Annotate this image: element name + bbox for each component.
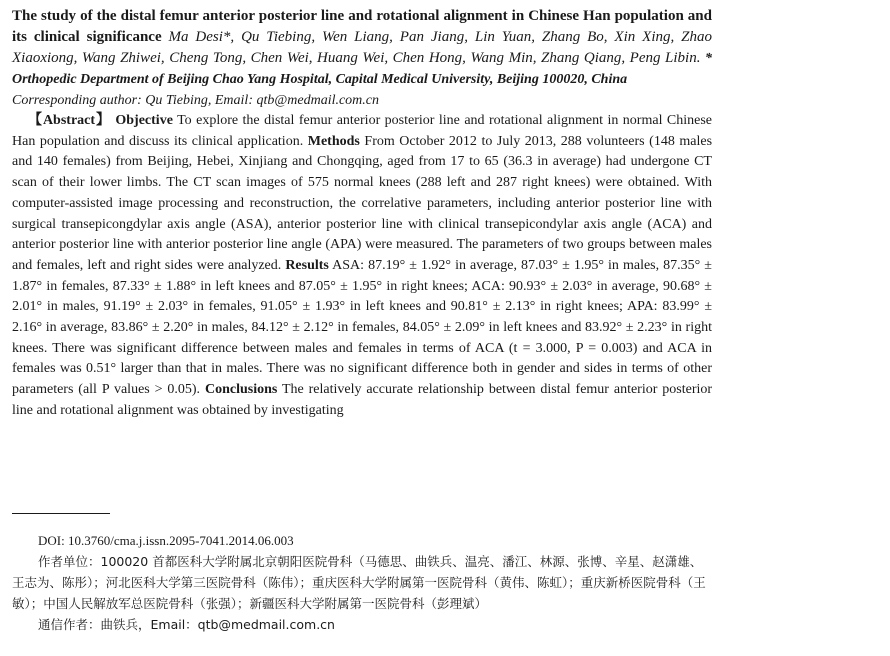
author-units: 作者单位：100020 首都医科大学附属北京朝阳医院骨科（马德思、曲铁兵、温亮、潘江、林源、张博、辛星、赵潇雄、王志为、陈彤）；河北医科大学第三医院骨科（陈伟）；重庆医科大学附属第一医院骨科（黄伟、陈虹）；重庆新桥医院骨科（王敏）；中国人民解放军总医院骨科（张强）；新疆医科大学附属第一医院骨科（彭理斌） [12,554,706,611]
corresponding-author: Corresponding author: Qu Tiebing, Email: qtb@medmail.com.cn [12,93,380,108]
methods-label: Methods [307,133,360,149]
conclusions-text: The relatively accurate relationship between distal femur anterior posterior line and rotational alignment was obtained by investigating [12,382,713,418]
affiliation: * Orthopedic Department of Beijing Chao Yang Hospital, Capital Medical University, Beijing 100020, China [12,51,712,87]
conclusions-label: Conclusions [204,382,278,398]
author-list: Ma Desi*, Qu Tiebing, Wen Liang, Pan Jiang, Lin Yuan, Zhang Bo, Xin Xing, Zhao Xiaoxiong, Wang Zhiwei, Cheng Tong, Chen Wei, Huang Wei, Chen Hong, Wang Min, Zhang Qiang, Peng Libin. [12,29,712,66]
abstract-body [12,111,712,422]
objective-label: Objective [115,113,173,128]
article-title: The study of the distal femur anterior posterior line and rotational alignment in Chinese Han population and its clinical significance [12,8,712,45]
article-header [12,6,712,422]
footnote-divider [12,513,110,514]
methods-text: From October 2012 to July 2013, 288 volunteers (148 males and 140 females) from Beijing, Hebei, Xinjiang and Chongqing, aged from 17 to 65 (36.3 in average) had undergone CT scan of their lower limbs. The CT scan images of 575 normal knees (288 left and 287 right knees) were obtained. With computer-assisted image processing and reconstruction, the correlative parameters, including anterior posterior line with surgical transepicongdylar axis angle (ASA), anterior posterior line with clinical transepicondylar axis angle (ACA) and anterior posterior line with anterior posterior line angle (APA) were measured. The parameters of two groups between males and females, left and right sides were analyzed. [12,133,713,273]
footnotes [12,530,712,635]
results-text: ASA: 87.19° ± 1.92° in average, 87.03° ± 1.95° in males, 87.35° ± 1.87° in females, 87.33° ± 1.88° in left knees and 87.05° ± 1.95° in right knees; ACA: 90.93° ± 2.03° in average, 90.68° ± 2.01° in males, 91.19° ± 2.03° in females, 91.05° ± 1.93° in left knees and 90.81° ± 2.13° in right knees; APA: 83.99° ± 2.16° in average, 83.86° ± 2.20° in males, 84.12° ± 2.12° in females, 84.05° ± 2.09° in left knees and 83.92° ± 2.23° in right knees. There was significant difference between males and females in terms of ACA (t = 3.000, P = 0.003) and ACA in females was 0.51° larger than that in males. There was no significant difference both in gender and sides in terms of other parameters (all P values > 0.05). [12,257,712,398]
doi-line: DOI: 10.3760/cma.j.issn.2095-7041.2014.06.003 [38,533,294,548]
abstract-label: 【Abstract】 [28,113,111,128]
results-label: Results [285,257,329,273]
article-title-block [12,6,712,90]
objective-text: To explore the distal femur anterior posterior line and rotational alignment in normal Chinese Han population and discuss its clinical application. [12,113,713,149]
correspondence-line: 通信作者：曲铁兵，Email：qtb@medmail.com.cn [38,617,335,632]
